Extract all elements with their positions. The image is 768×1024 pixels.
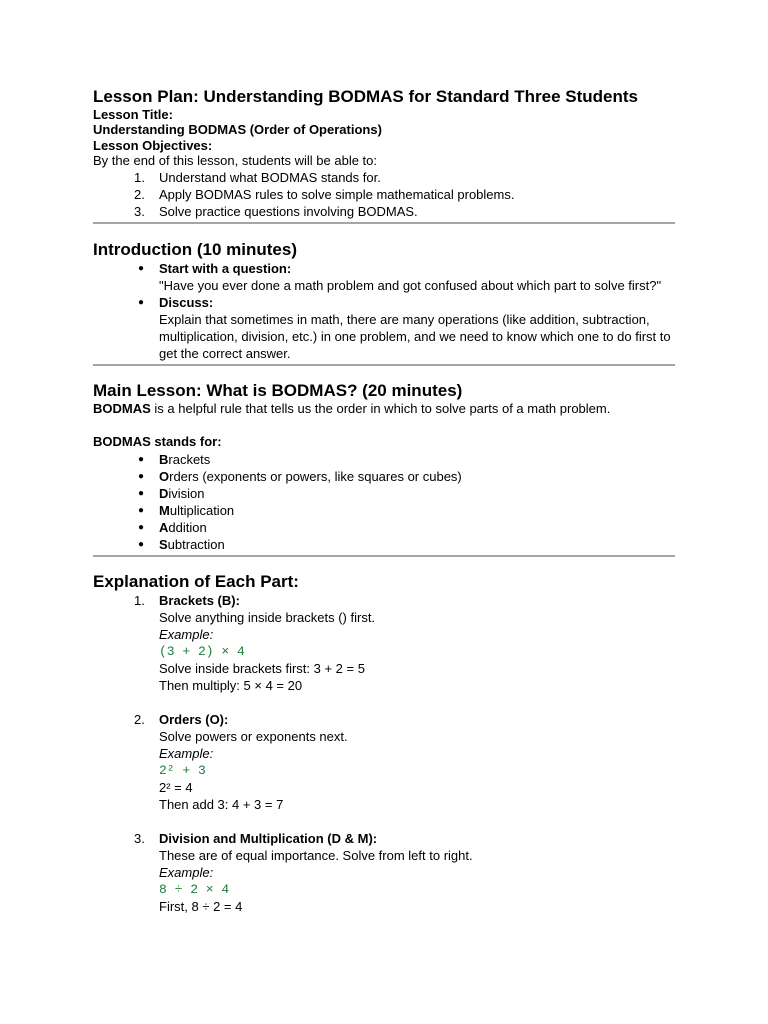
- example-code: 2² + 3: [159, 762, 206, 778]
- letter-initial: A: [159, 519, 169, 535]
- list-number: 3.: [134, 830, 145, 846]
- list-item: [93, 485, 675, 502]
- intro-item-label: Start with a question:: [159, 261, 292, 276]
- bodmas-term: BODMAS: [93, 401, 151, 416]
- example-code: 8 ÷ 2 × 4: [159, 881, 230, 897]
- solution-step: Solve inside brackets first: 3 + 2 = 5: [159, 660, 365, 676]
- intro-item-label: Discuss:: [159, 295, 214, 310]
- list-item: [93, 519, 675, 536]
- list-number: 2.: [134, 711, 145, 727]
- lesson-title: Understanding BODMAS (Order of Operations): [93, 122, 382, 137]
- document-title: Lesson Plan: Understanding BODMAS for Standard Three Students: [93, 87, 638, 106]
- list-item: [93, 502, 675, 519]
- main-heading: Main Lesson: What is BODMAS? (20 minutes): [93, 381, 463, 400]
- letter-rest: ubtraction: [167, 536, 225, 552]
- letter-rest: ultiplication: [169, 502, 235, 518]
- letter-initial: D: [159, 485, 169, 501]
- objectives-intro: By the end of this lesson, students will be able to:: [93, 153, 378, 168]
- explanation-heading: Explanation of Each Part:: [93, 571, 299, 591]
- part-description: These are of equal importance. Solve from left to right.: [159, 847, 473, 863]
- list-item: [93, 169, 675, 186]
- bullet-icon: ●: [138, 470, 145, 482]
- intro-heading: Introduction (10 minutes): [93, 240, 297, 259]
- explanation-list: [93, 592, 675, 915]
- list-item: [93, 830, 675, 915]
- list-item: [93, 468, 675, 485]
- letter-rest: rackets: [168, 451, 211, 467]
- list-number: 3.: [134, 204, 145, 219]
- list-number: 1.: [134, 170, 145, 185]
- list-number: 1.: [134, 592, 145, 608]
- list-item: [93, 536, 675, 553]
- list-item: [93, 260, 675, 294]
- list-item: [93, 451, 675, 468]
- solution-step: 2² = 4: [159, 779, 193, 795]
- objectives-label: Lesson Objectives:: [93, 138, 213, 153]
- list-item: [93, 294, 675, 362]
- letter-rest: rders (exponents or powers, like squares or cubes): [169, 468, 462, 484]
- part-description: Solve powers or exponents next.: [159, 728, 348, 744]
- list-item: [93, 186, 675, 203]
- objective-text: Understand what BODMAS stands for.: [159, 170, 381, 185]
- solution-step: First, 8 ÷ 2 = 4: [159, 898, 243, 914]
- example-label: Example:: [159, 745, 214, 761]
- objective-text: Solve practice questions involving BODMAS.: [159, 204, 418, 219]
- list-number: 2.: [134, 187, 145, 202]
- part-description: Solve anything inside brackets () first.: [159, 609, 376, 625]
- letter-rest: ivision: [168, 485, 205, 501]
- list-item: [93, 711, 675, 813]
- objective-text: Apply BODMAS rules to solve simple mathematical problems.: [159, 187, 515, 202]
- bullet-icon: ●: [138, 297, 145, 308]
- bodmas-definition: [93, 401, 675, 418]
- solution-step: Then add 3: 4 + 3 = 7: [159, 796, 284, 812]
- bodmas-definition-text: is a helpful rule that tells us the order in which to solve parts of a math problem.: [150, 401, 611, 416]
- intro-list: [93, 260, 675, 362]
- intro-item-text: "Have you ever done a math problem and got confused about which part to solve first?": [159, 278, 662, 293]
- letter-initial: O: [159, 468, 170, 484]
- part-label: Division and Multiplication (D & M):: [159, 830, 378, 846]
- solution-step: Then multiply: 5 × 4 = 20: [159, 677, 303, 693]
- letter-initial: S: [159, 536, 168, 552]
- letter-initial: M: [159, 502, 170, 518]
- list-item: [93, 203, 675, 220]
- bullet-icon: ●: [138, 504, 145, 516]
- lesson-title-label: Lesson Title:: [93, 107, 173, 122]
- bullet-icon: ●: [138, 521, 145, 533]
- bodmas-letters-list: [93, 451, 675, 553]
- example-label: Example:: [159, 626, 214, 642]
- letter-rest: ddition: [168, 519, 207, 535]
- bullet-icon: ●: [138, 453, 145, 465]
- example-label: Example:: [159, 864, 214, 880]
- part-label: Brackets (B):: [159, 592, 240, 608]
- stands-for-label: BODMAS stands for:: [93, 433, 222, 449]
- bullet-icon: ●: [138, 263, 145, 274]
- objectives-list: [93, 169, 675, 220]
- part-label: Orders (O):: [159, 711, 229, 727]
- bullet-icon: ●: [138, 538, 145, 550]
- intro-item-text: Explain that sometimes in math, there are many operations (like addition, subtraction, multiplication, division, etc.) in one problem, and we need to know which one to do first to get the correct answer.: [159, 312, 671, 361]
- letter-initial: B: [159, 451, 169, 467]
- list-item: [93, 592, 675, 694]
- bullet-icon: ●: [138, 487, 145, 499]
- example-code: (3 + 2) × 4: [159, 643, 245, 659]
